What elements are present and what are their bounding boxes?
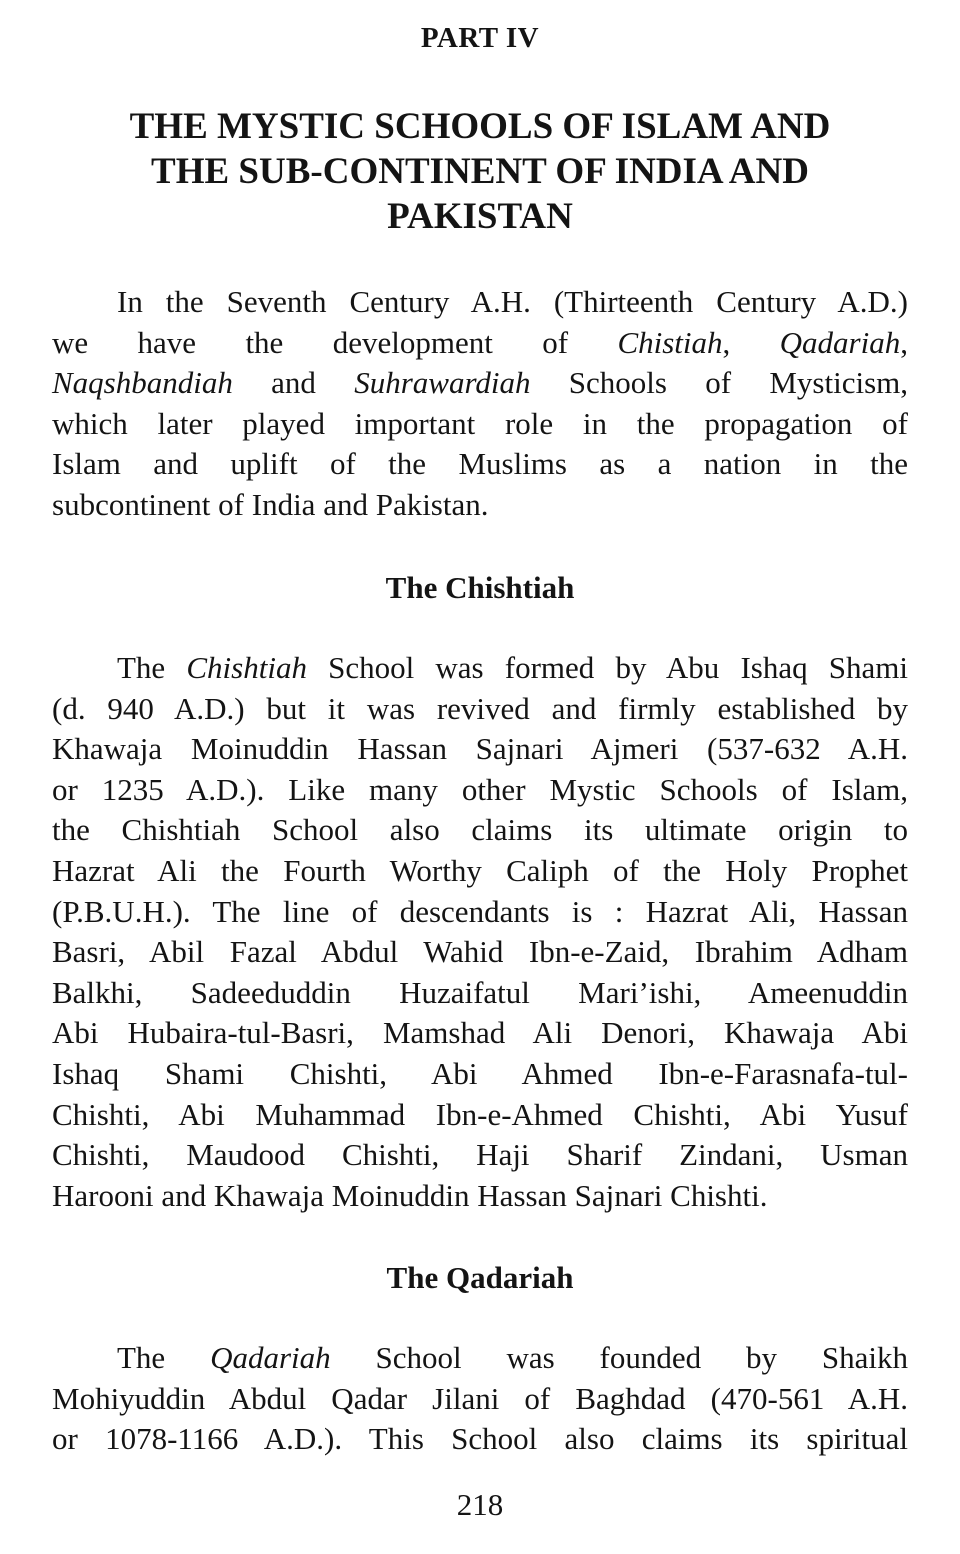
school-name-suhrawardiah: Suhrawardiah [354,365,531,401]
school-name-qadariah: Qadariah [779,324,901,360]
chapter-title [52,104,908,239]
text-line: Balkhi, Sadeeduddin Huzaifatul Mari’ishi, Ameenuddin [52,974,908,1010]
text-line: Khawaja Moinuddin Hassan Sajnari Ajmeri (537-632 A.H. [52,731,908,767]
chapter-title-line: PAKISTAN [387,196,573,237]
school-name-naqshbandiah: Naqshbandiah [52,365,233,401]
qadariah-paragraph [52,1338,908,1460]
text-line: Ishaq Shami Chishti, Abi Ahmed Ibn-e-Farasnafa-tul- [52,1055,908,1091]
text-line: Abi Hubaira-tul-Basri, Mamshad Ali Denori, Khawaja Abi [52,1015,908,1051]
text-line: Basri, Abil Fazal Abdul Wahid Ibn-e-Zaid, Ibrahim Adham [52,934,908,970]
text-line: The Qadariah School was founded by Shaikh [117,1340,908,1375]
section-heading-chishtiah: The Chishtiah [385,570,575,605]
chapter-title-line: THE MYSTIC SCHOOLS OF ISLAM AND [129,106,831,147]
school-name-chishtiah: Chishtiah [186,650,307,685]
text-line: or 1078-1166 A.D.). This School also claims its spiritual [52,1421,908,1457]
chapter-title-line: THE SUB-CONTINENT OF INDIA AND [151,151,809,192]
intro-paragraph [52,282,908,526]
text-line: the Chishtiah School also claims its ultimate origin to [52,812,908,848]
text-line: or 1235 A.D.). Like many other Mystic Schools of Islam, [52,771,908,807]
text-line: Harooni and Khawaja Moinuddin Hassan Sajnari Chishti. [52,1177,768,1213]
text-line: Chishti, Maudood Chishti, Haji Sharif Zindani, Usman [52,1137,908,1173]
text-line: In the Seventh Century A.H. (Thirteenth Century A.D.) [117,284,908,319]
text-line: (P.B.U.H.). The line of descendants is : Hazrat Ali, Hassan [52,893,908,929]
page-number: 218 [456,1487,504,1522]
text-line: Hazrat Ali the Fourth Worthy Caliph of the Holy Prophet [52,852,908,888]
text-line: (d. 940 A.D.) but it was revived and firmly established by [52,690,908,726]
text-line: which later played important role in the propagation of [52,405,908,441]
text-line: Chishti, Abi Muhammad Ibn-e-Ahmed Chishti, Abi Yusuf [52,1096,908,1132]
part-label: PART IV [420,22,540,54]
chishtiah-paragraph [52,648,908,1216]
text-line: Naqshbandiah and Suhrawardiah Schools of Mysticism, [52,365,908,401]
school-name-qadariah: Qadariah [210,1340,331,1375]
section-heading-qadariah: The Qadariah [386,1260,574,1295]
text-line: Islam and uplift of the Muslims as a nation in the [52,446,908,482]
text-line: we have the development of Chistiah, Qadariah, [52,324,908,360]
text-line: Mohiyuddin Abdul Qadar Jilani of Baghdad (470-561 A.H. [52,1380,908,1416]
school-name-chistiah: Chistiah [617,324,723,360]
text-line: The Chishtiah School was formed by Abu Ishaq Shami [117,650,908,685]
text-line: subcontinent of India and Pakistan. [52,486,489,522]
